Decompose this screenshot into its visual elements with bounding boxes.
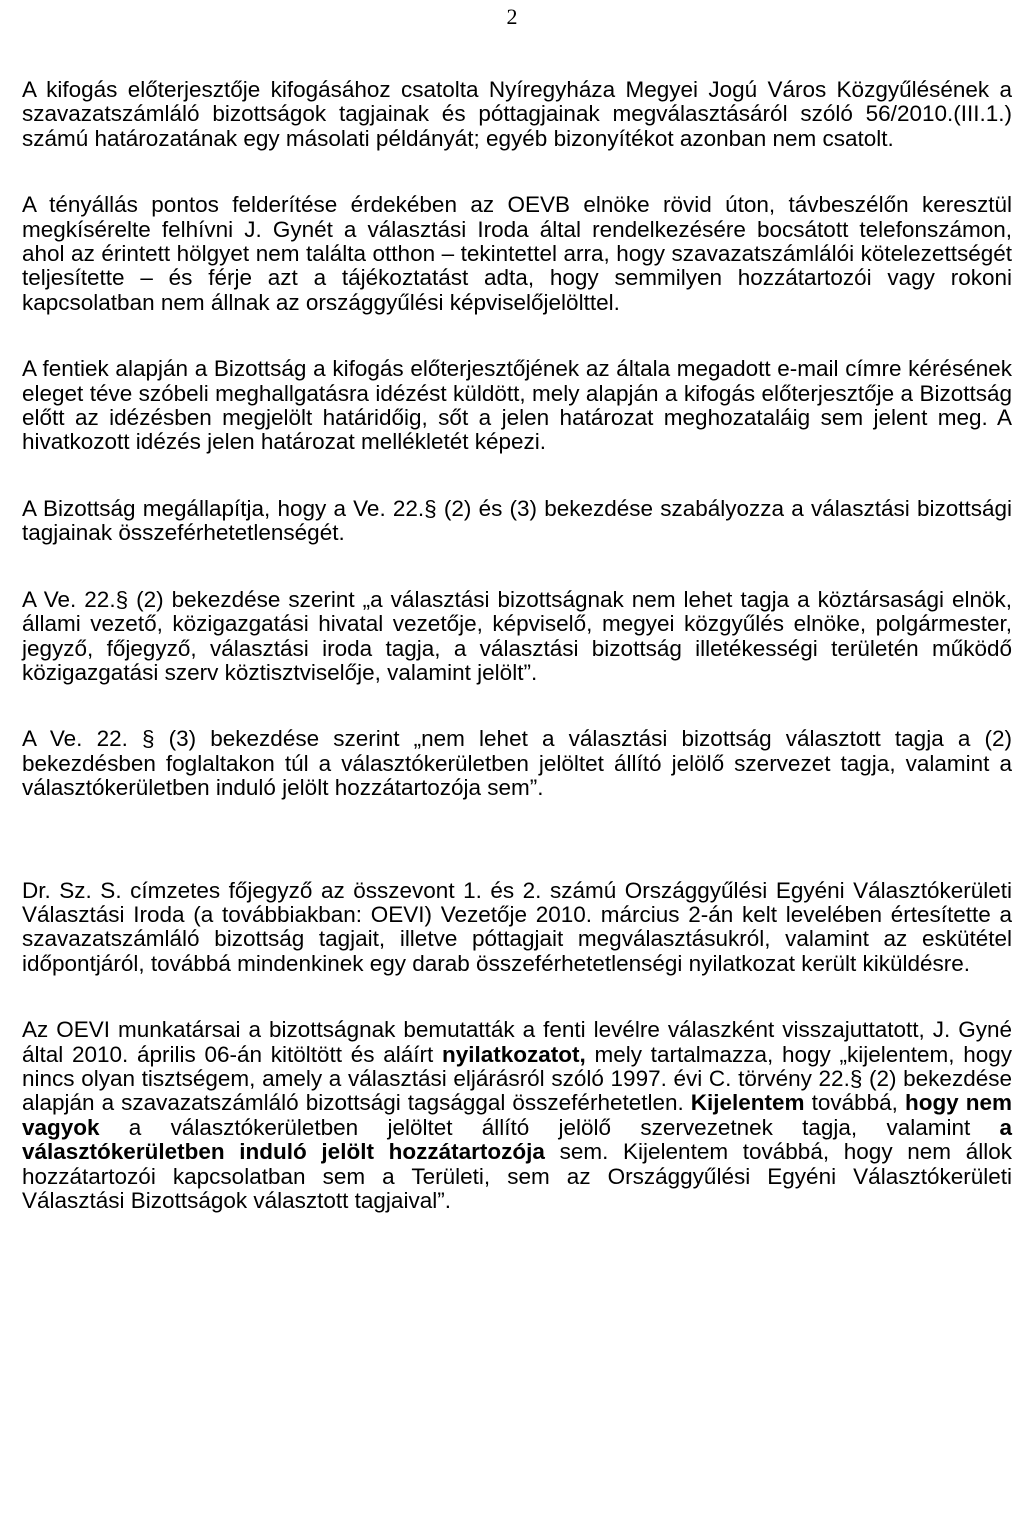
paragraph-summons: A fentiek alapján a Bizottság a kifogás előterjesztőjének az általa megadott e-mail címre kérésének eleget téve szóbeli meghallgatásra idézést küldött, mely alapján a kifogás előterjesztője a Bizottság előtt az idézésben megjelölt határidőig, sőt a jelen határozat meghozataláig sem jelent meg. A hivatkozott idézés jelen határozat mellékletét képezi. xyxy=(22,356,1012,455)
declaration-text-1: Az OEVI munkatársai a bizottságnak bemutatták a fenti levélre válaszként visszajuttatott, J. Gyné által 2010. április 06-án kitöltött és aláírt xyxy=(22,1017,1012,1067)
paragraph-section-22-3: A Ve. 22. § (3) bekezdése szerint „nem lehet a választási bizottság választott tagja a (2) bekezdésben foglaltakon túl a választókerületben jelöltet állító jelölő szervezet tagja, valamint a választókerületben induló jelölt hozzátartozója sem”. xyxy=(22,726,1012,801)
page-number: 2 xyxy=(506,4,518,29)
document-body xyxy=(22,78,1012,1213)
declaration-bold-4: a választókerületben induló jelölt hozzátartozója xyxy=(22,1114,1012,1165)
declaration-text-2: mely tartalmazza, hogy „kijelentem, hogy nincs olyan tisztségem, amely a választási eljárásról szóló 1997. évi C. törvény 22.§ (2) bekezdése alapján a szavazatszámláló bizottsági tagsággal összeférhetetlen. xyxy=(22,1041,1012,1116)
declaration-bold-1: nyilatkozatot, xyxy=(441,1041,586,1067)
declaration-bold-2: Kijelentem xyxy=(690,1090,805,1116)
paragraph-oevi-letter: Dr. Sz. S. címzetes főjegyző az összevont 1. és 2. számú Országgyűlési Egyéni Választókerületi Választási Iroda (a továbbiakban: OEVI) Vezetője 2010. március 2-án kelt levelében értesítette a szavazatszámláló bizottság tagjait, illetve póttagjait megválasztásukról, valamint az eskütétel időpontjáról, továbbá mindenkinek egy darab összeférhetetlenségi nyilatkozat került kiküldésre. xyxy=(22,877,1012,976)
declaration-text-3: továbbá, xyxy=(804,1090,905,1116)
paragraph-declaration xyxy=(22,1018,1012,1213)
paragraph-attachments: A kifogás előterjesztője kifogásához csatolta Nyíregyháza Megyei Jogú Város Közgyűlésének a szavazatszámláló bizottságok tagjainak és póttagjainak megválasztásáról szóló 56/2010.(III.1.) számú határozatának egy másolati példányát; egyéb bizonyítékot azonban nem csatolt. xyxy=(22,77,1012,151)
declaration-bold-3: hogy nem vagyok xyxy=(22,1090,1012,1140)
declaration-text-4: a választókerületben jelöltet állító jelölő szervezetnek tagja, valamint xyxy=(99,1114,1000,1140)
declaration-text-5: sem. Kijelentem továbbá, hogy nem állok hozzátartozói kapcsolatban sem a Területi, sem az Országgyűlési Egyéni Választókerületi Választási Bizottságok választott tagjaival”. xyxy=(22,1139,1012,1213)
paragraph-fact-finding: A tényállás pontos felderítése érdekében az OEVB elnöke rövid úton, távbeszélőn keresztül megkísérelte felhívni J. Gynét a választási Iroda által rendelkezésére bocsátott telefonszámon, ahol az érintett hölgyet nem találta otthon – tekintettel arra, hogy szavazatszámlálói kötelezettségét teljesítette – és férje azt a tájékoztatást adta, hogy semmilyen hozzátartozói vagy rokoni kapcsolatban nem állnak az országgyűlési képviselőjelölttel. xyxy=(22,192,1012,315)
paragraph-section-22-2: A Ve. 22.§ (2) bekezdése szerint „a választási bizottságnak nem lehet tagja a köztársasági elnök, állami vezető, közigazgatási hivatal vezetője, képviselő, megyei közgyűlés elnöke, polgármester, jegyző, főjegyző, választási iroda tagja, a választási bizottság illetékességi területén működő közigazgatási szerv köztisztviselője, valamint jelölt”. xyxy=(22,586,1012,685)
paragraph-finding: A Bizottság megállapítja, hogy a Ve. 22.§ (2) és (3) bekezdése szabályozza a választási bizottsági tagjainak összeférhetetlenségét. xyxy=(22,495,1012,546)
